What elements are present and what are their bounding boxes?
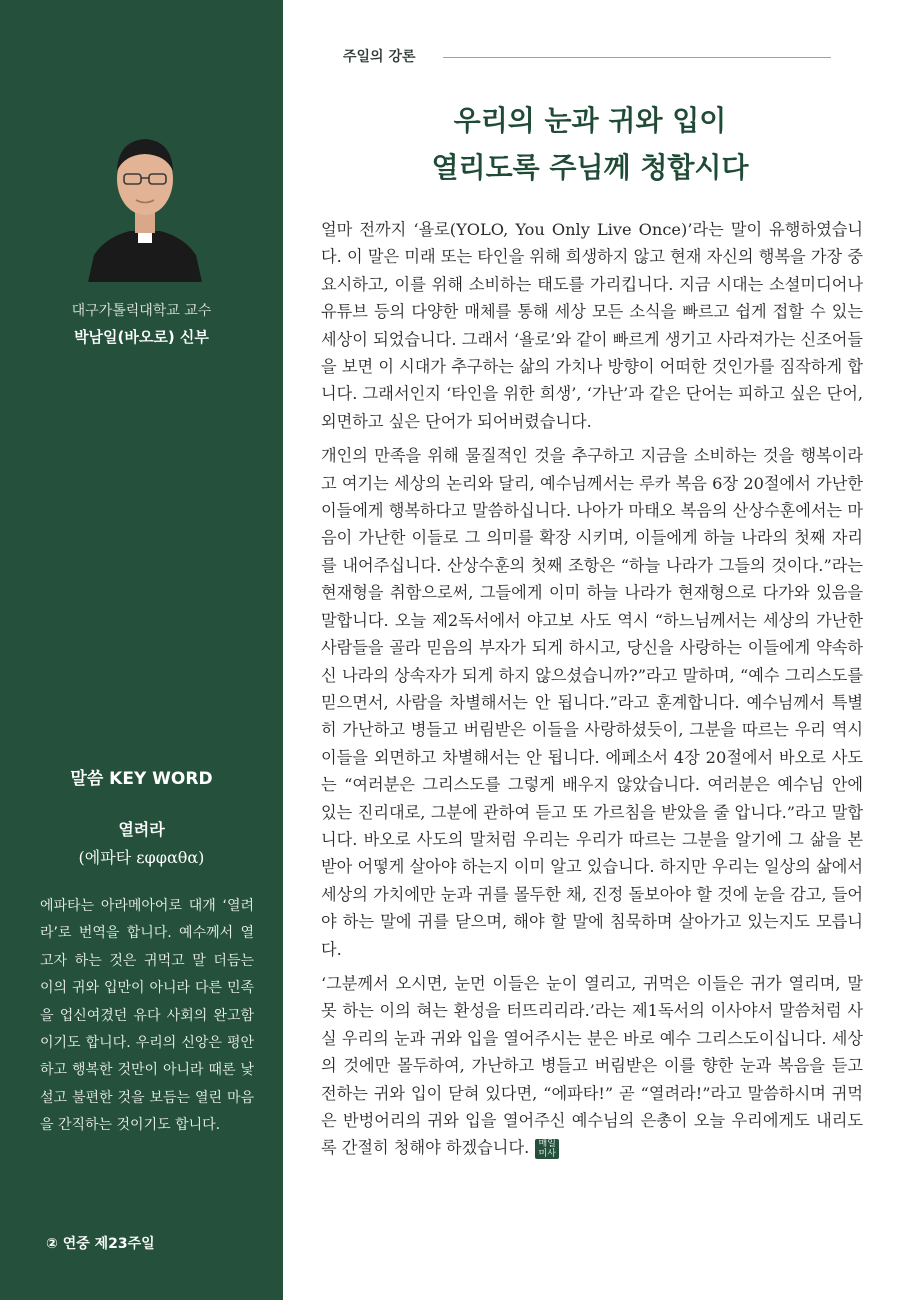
author-portrait-image (84, 127, 206, 282)
keyword-body: 에파타는 아라메아어로 대개 ‘열려라’로 번역을 합니다. 예수께서 열고자 하는 것은 귀먹고 말 더듬는 이의 귀와 입만이 아니라 다른 민족을 업신여겼던 유다 사회의 완고함이기도 합니다. 우리의 신앙은 평안하고 행복한 것만이 아니라 때론 낯설고 불편한 것을 보듬는 열린 마음을 간직하는 것이기도 합니다. (40, 898, 254, 1134)
article-paragraph-3-text: ‘그분께서 오시면, 눈먼 이들은 눈이 열리고, 귀먹은 이들은 귀가 열리며, 말 못 하는 이의 혀는 환성을 터뜨리리라.’라는 제1독서의 이사야서 말씀처럼 사실 우리의 눈과 귀와 입을 열어주시는 분은 바로 예수 그리스도이십니다. 세상의 것에만 몰두하여, 가난하고 병들고 버림받은 이를 향한 눈과 복음을 듣고 전하는 귀와 입이 닫혀 있다면, “에파타!” 곧 “열려라!”라고 말씀하시며 귀먹은 반벙어리의 귀와 입을 열어주신 예수님의 은총이 오늘 우리에게도 내리도록 간절히 청해야 하겠습니다. (321, 973, 863, 1158)
keyword-origin: (에파타 εφφαθα) (78, 848, 205, 867)
title-line-2: 열리도록 주님께 청합시다 (431, 151, 749, 184)
article-paragraph-1: 얼마 전까지 ‘욜로(YOLO, You Only Live Once)’라는 말이 유행하였습니다. 이 말은 미래 또는 타인을 위해 희생하지 않고 현재 자신의 행복을 가장 중요시하고, 이를 위해 소비하는 태도를 가리킵니다. 지금 시대는 소셜미디어나 유튜브 등의 다양한 매체를 통해 세상 모든 소식을 빠르고 쉽게 접할 수 있는 세상이 되었습니다. 그래서 ‘욜로’와 같이 빠르게 생기고 사라져가는 신조어들을 보면 이 시대가 추구하는 삶의 가치나 방향이 어떠한 것인가를 짐작하게 합니다. 그래서인지 ‘타인을 위한 희생’, ‘가난’과 같은 단어는 피하고 싶은 단어, 외면하고 싶은 단어가 되어버렸습니다. (321, 220, 863, 431)
section-label: 주일의 강론 (343, 49, 416, 65)
section-divider (443, 57, 831, 58)
article-paragraph-3 (321, 970, 863, 1162)
page-title (300, 97, 880, 191)
sidebar-panel (0, 0, 283, 1300)
article-body (321, 216, 863, 1169)
sunday-label: ② 연중 제23주일 (46, 1236, 155, 1252)
title-line-1: 우리의 눈과 귀와 입이 (453, 104, 727, 137)
keyword-word: 열려라 (118, 820, 165, 839)
keyword-heading: 말씀 KEY WORD (70, 769, 213, 789)
author-name: 박남일(바오로) 신부 (74, 328, 209, 346)
article-paragraph-2: 개인의 만족을 위해 물질적인 것을 추구하고 지금을 소비하는 것을 행복이라고 여기는 세상의 논리와 달리, 예수님께서는 루카 복음 6장 20절에서 가난한 이들에게 행복하다고 말씀하십니다. 나아가 마태오 복음의 산상수훈에서는 마음이 가난한 이들로 그 의미를 확장 시키며, 이들에게 하늘 나라의 첫째 자리를 내어주십니다. 산상수훈의 첫째 조항은 “하늘 나라가 그들의 것이다.”라는 현재형을 취함으로써, 그들에게 이미 하늘 나라가 현재형으로 다가와 있음을 말합니다. 오늘 제2독서에서 야고보 사도 역시 “하느님께서는 세상의 가난한 사람들을 골라 믿음의 부자가 되게 하시고, 당신을 사랑하는 이들에게 약속하신 나라의 상속자가 되게 하지 않으셨습니까?”라고 말하며, “예수 그리스도를 믿으면서, 사람을 차별해서는 안 됩니다.”라고 훈계합니다. 예수님께서 특별히 가난하고 병들고 버림받은 이들을 사랑하셨듯이, 그분을 따르는 우리 역시 이들을 외면하고 차별해서는 안 됩니다. 에페소서 4장 20절에서 바오로 사도는 “여러분은 그리스도를 그렇게 배우지 않았습니다. 여러분은 예수님 안에 있는 진리대로, 그분에 관하여 듣고 또 가르침을 받았을 줄 압니다.”라고 말합니다. 바오로 사도의 말처럼 우리는 우리가 따르는 그분을 알기에 그 삶을 본받아 어떻게 살아야 하는지 이미 알고 있습니다. 하지만 우리는 일상의 삶에서 세상의 가치에만 눈과 귀를 몰두한 채, 진정 돌보아야 할 것에 눈을 감고, 들어야 하는 말에 귀를 닫으며, 해야 할 말에 침묵하며 살아가고 있는지도 모릅니다. (321, 446, 863, 959)
end-mark-logo: 매일미사 (535, 1139, 559, 1159)
author-affiliation: 대구가톨릭대학교 교수 (71, 303, 212, 319)
author-portrait (84, 127, 206, 282)
